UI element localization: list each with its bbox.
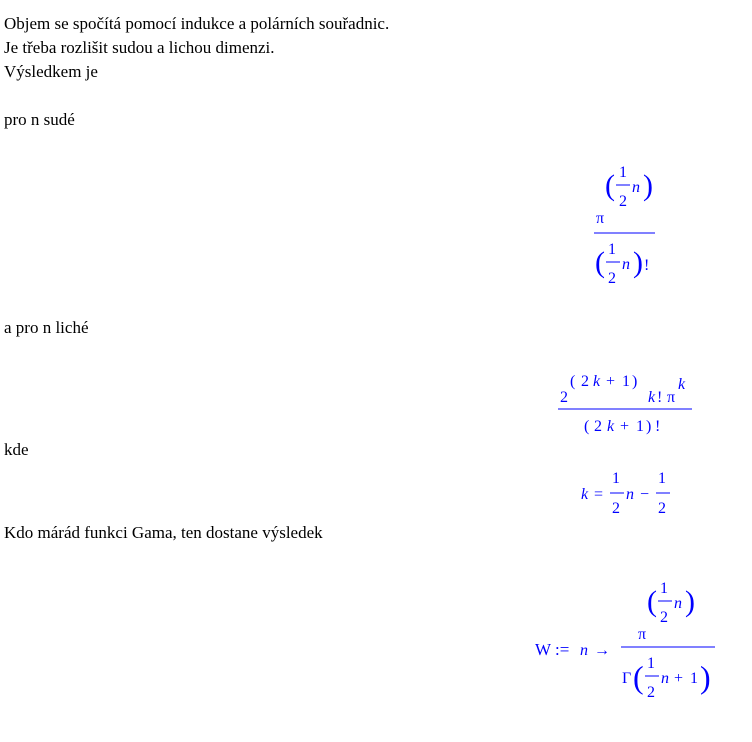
equals: =: [594, 486, 604, 503]
den-den: 2: [608, 270, 616, 287]
base-two: 2: [560, 389, 568, 406]
minus: −: [640, 486, 650, 503]
gamma-label: Kdo márád funkci Gama, ten dostane výsledek: [4, 523, 323, 542]
k-factorial-bang: !: [657, 389, 663, 406]
even-label: pro n sudé: [4, 110, 75, 129]
odd-volume-formula-svg: [556, 365, 696, 440]
frac2-den: 2: [658, 500, 666, 517]
den-two: 2: [594, 418, 602, 435]
den-k: k: [607, 418, 615, 435]
exp-num: 1: [660, 580, 668, 597]
k-factorial-k: k: [648, 389, 656, 406]
exp-plus: +: [606, 373, 616, 390]
den-lparen: (: [633, 659, 644, 695]
den-den: 2: [647, 684, 655, 701]
pi-exp-k: k: [678, 376, 686, 393]
den-plus: +: [620, 418, 630, 435]
den-num: 1: [608, 241, 616, 258]
den-one: 1: [636, 418, 644, 435]
exp-lparen: (: [570, 373, 576, 390]
exp-rparen: ): [632, 373, 638, 390]
intro-line-1: Objem se spočítá pomocí indukce a polárních souřadnic.: [4, 14, 390, 33]
pi-base: π: [667, 389, 676, 406]
exp-lparen: (: [647, 585, 657, 618]
gamma-volume-formula: [533, 568, 723, 713]
intro-line-3: Výsledkem je: [4, 62, 98, 81]
k-definition-formula-svg: [578, 465, 678, 520]
exp-den: 2: [660, 609, 668, 626]
maps-to-arrow: →: [594, 642, 610, 659]
odd-volume-formula: [556, 365, 696, 445]
den-n: n: [661, 670, 669, 687]
pi-base: π: [638, 626, 647, 643]
den-factorial: !: [644, 257, 650, 274]
den-one: 1: [690, 670, 698, 687]
exp-two: 2: [581, 373, 589, 390]
pi-base: π: [596, 210, 605, 227]
arg-n: n: [580, 642, 588, 659]
den-lparen: (: [584, 418, 590, 435]
exp-num: 1: [619, 164, 627, 181]
even-volume-formula-svg: [588, 155, 668, 290]
exp-rparen: ): [643, 169, 653, 202]
frac1-den: 2: [612, 500, 620, 517]
den-factorial: !: [655, 418, 661, 435]
den-plus: +: [674, 670, 684, 687]
lhs-k: k: [581, 486, 589, 503]
den-rparen: ): [633, 246, 643, 279]
k-definition-formula: [578, 465, 678, 525]
exp-rparen: ): [685, 585, 695, 618]
den-rparen: ): [646, 418, 652, 435]
intro-line-2: Je třeba rozlišit sudou a lichou dimenzi.: [4, 38, 275, 57]
exp-n: n: [632, 179, 640, 196]
gamma-volume-formula-svg: [533, 568, 723, 708]
den-lparen: (: [595, 246, 605, 279]
exp-n: n: [674, 595, 682, 612]
gamma-symbol: Γ: [622, 670, 632, 687]
exp-one: 1: [622, 373, 630, 390]
den-rparen: ): [700, 659, 711, 695]
odd-label: a pro n liché: [4, 318, 89, 337]
exp-k: k: [593, 373, 601, 390]
exp-lparen: (: [605, 169, 615, 202]
den-n: n: [622, 256, 630, 273]
frac2-num: 1: [658, 470, 666, 487]
even-volume-formula: [588, 155, 668, 295]
where-label: kde: [4, 440, 29, 459]
w-assign: W :=: [535, 640, 570, 659]
n-var: n: [626, 486, 634, 503]
den-num: 1: [647, 655, 655, 672]
exp-den: 2: [619, 193, 627, 210]
frac1-num: 1: [612, 470, 620, 487]
